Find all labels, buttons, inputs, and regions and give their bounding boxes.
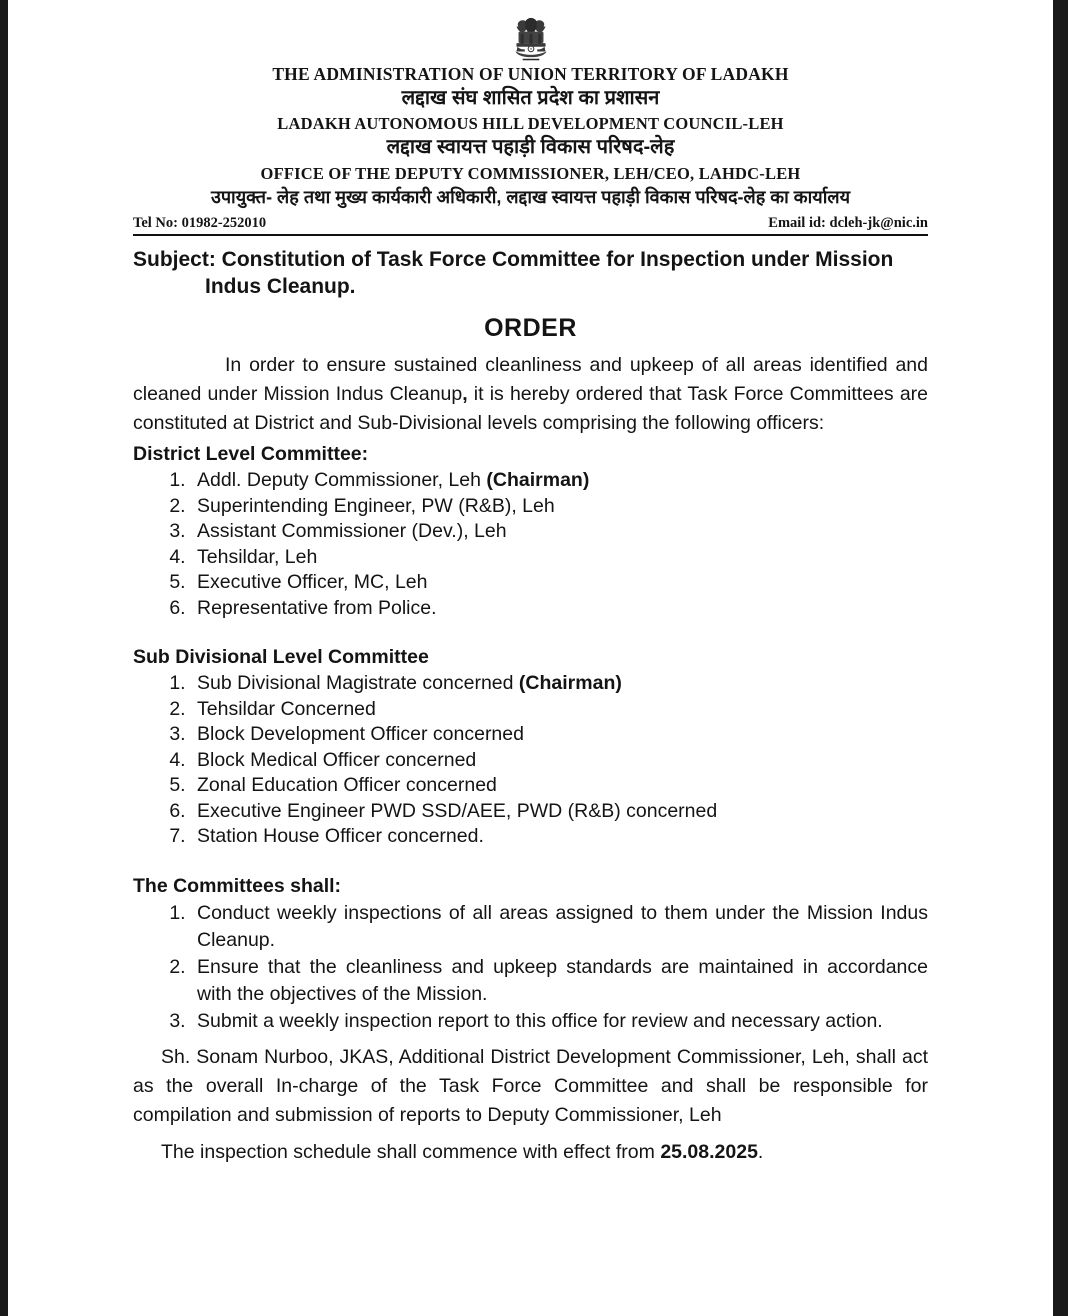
- subject-line1: Subject: Constitution of Task Force Committee for Inspection under Mission: [133, 248, 894, 271]
- letterhead-line1-hi: लद्दाख संघ शासित प्रदेश का प्रशासन: [401, 87, 660, 109]
- subdivisional-committee-list: [133, 671, 928, 850]
- order-heading: ORDER: [484, 314, 577, 342]
- subject-block: [133, 246, 928, 300]
- list-item: [191, 494, 928, 520]
- incharge-paragraph: Sh. Sonam Nurboo, JKAS, Additional District Development Commissioner, Leh, shall act as the overall In-charge of the Task Force Committee and shall be responsible for compilation and submission of reports to Deputy Commissioner, Leh: [133, 1045, 928, 1126]
- member-text: Tehsildar, Leh: [197, 545, 318, 568]
- email-text: Email id: dcleh-jk@nic.in: [768, 215, 928, 231]
- list-item: [191, 519, 928, 545]
- subdivisional-committee-heading: Sub Divisional Level Committee: [133, 646, 429, 668]
- letterhead-line3-hi: उपायुक्त- लेह तथा मुख्य कार्यकारी अधिकारी, लद्दाख स्वायत्त पहाड़ी विकास परिषद-लेह का कार्यालय: [210, 187, 851, 207]
- preamble-paragraph: [133, 351, 928, 438]
- letterhead-line2-en: LADAKH AUTONOMOUS HILL DEVELOPMENT COUNCIL-LEH: [277, 114, 784, 133]
- letterhead-line1-en: THE ADMINISTRATION OF UNION TERRITORY OF LADAKH: [272, 64, 789, 84]
- list-item: [191, 824, 928, 850]
- letterhead: [8, 64, 1053, 209]
- member-text: Block Development Officer concerned: [197, 723, 524, 745]
- list-item: [191, 799, 928, 825]
- member-text: Sub Divisional Magistrate concerned: [197, 672, 519, 694]
- member-text: Executive Engineer PWD SSD/AEE, PWD (R&B) concerned: [197, 799, 718, 822]
- contact-row: [133, 215, 928, 236]
- duties-heading: The Committees shall:: [133, 874, 342, 897]
- ashoka-emblem-icon: [505, 14, 557, 71]
- member-role: (Chairman): [518, 672, 622, 694]
- district-committee-heading: District Level Committee:: [133, 443, 369, 465]
- member-text: Executive Officer, MC, Leh: [197, 571, 428, 593]
- member-text: Station House Officer concerned.: [197, 825, 484, 847]
- list-item: 3. Submit a weekly inspection report to this office for review and necessary action.: [191, 1008, 928, 1035]
- list-item: 1. Conduct weekly inspections of all areas assigned to them under the Mission Indus Cleanup.: [191, 900, 928, 954]
- member-text: Representative from Police.: [197, 596, 437, 619]
- commencement-date: 25.08.2025: [660, 1140, 758, 1163]
- member-role: (Chairman): [486, 469, 590, 491]
- document-sheet: [8, 0, 1053, 1316]
- preamble-bold-comma: ,: [462, 383, 468, 405]
- list-item: [191, 671, 928, 697]
- list-item: [191, 722, 928, 748]
- list-item: [191, 773, 928, 799]
- list-item: [191, 570, 928, 596]
- list-item: [191, 748, 928, 774]
- commencement-period: .: [757, 1140, 764, 1163]
- list-item: [191, 468, 928, 494]
- list-item: [191, 697, 928, 723]
- duties-list: [133, 900, 928, 1035]
- list-item: [191, 545, 928, 571]
- subject-line2: Indus Cleanup.: [205, 275, 356, 298]
- member-text: Zonal Education Officer concerned: [197, 774, 497, 796]
- list-item: [191, 596, 928, 622]
- member-text: Addl. Deputy Commissioner, Leh: [197, 469, 487, 491]
- list-item: 2. Ensure that the cleanliness and upkeep standards are maintained in accordance with the objectives of the Mission.: [191, 954, 928, 1008]
- member-text: Assistant Commissioner (Dev.), Leh: [197, 520, 507, 542]
- member-text: Tehsildar Concerned: [197, 697, 376, 720]
- preamble-part2: it is hereby ordered that Task Force Committees are constituted at District and Sub-Divisional levels comprising the following officers:: [133, 383, 929, 434]
- commencement-paragraph: [133, 1138, 928, 1167]
- commencement-text: The inspection schedule shall commence with effect from: [161, 1140, 661, 1163]
- district-committee-list: [133, 468, 928, 621]
- telephone-text: Tel No: 01982-252010: [133, 215, 267, 231]
- member-text: Block Medical Officer concerned: [197, 748, 477, 771]
- letterhead-line3-en: OFFICE OF THE DEPUTY COMMISSIONER, LEH/CEO, LAHDC-LEH: [260, 164, 801, 183]
- document-page: [8, 0, 1053, 1316]
- member-text: Superintending Engineer, PW (R&B), Leh: [197, 494, 555, 517]
- preamble-part1: In order to ensure sustained cleanliness and upkeep of all areas identified and cleaned under Mission Indus Cleanup: [133, 354, 928, 405]
- letterhead-line2-hi: लद्दाख स्वायत्त पहाड़ी विकास परिषद-लेह: [386, 136, 675, 158]
- document-body: [133, 246, 928, 1167]
- emblem-container: [8, 0, 1053, 64]
